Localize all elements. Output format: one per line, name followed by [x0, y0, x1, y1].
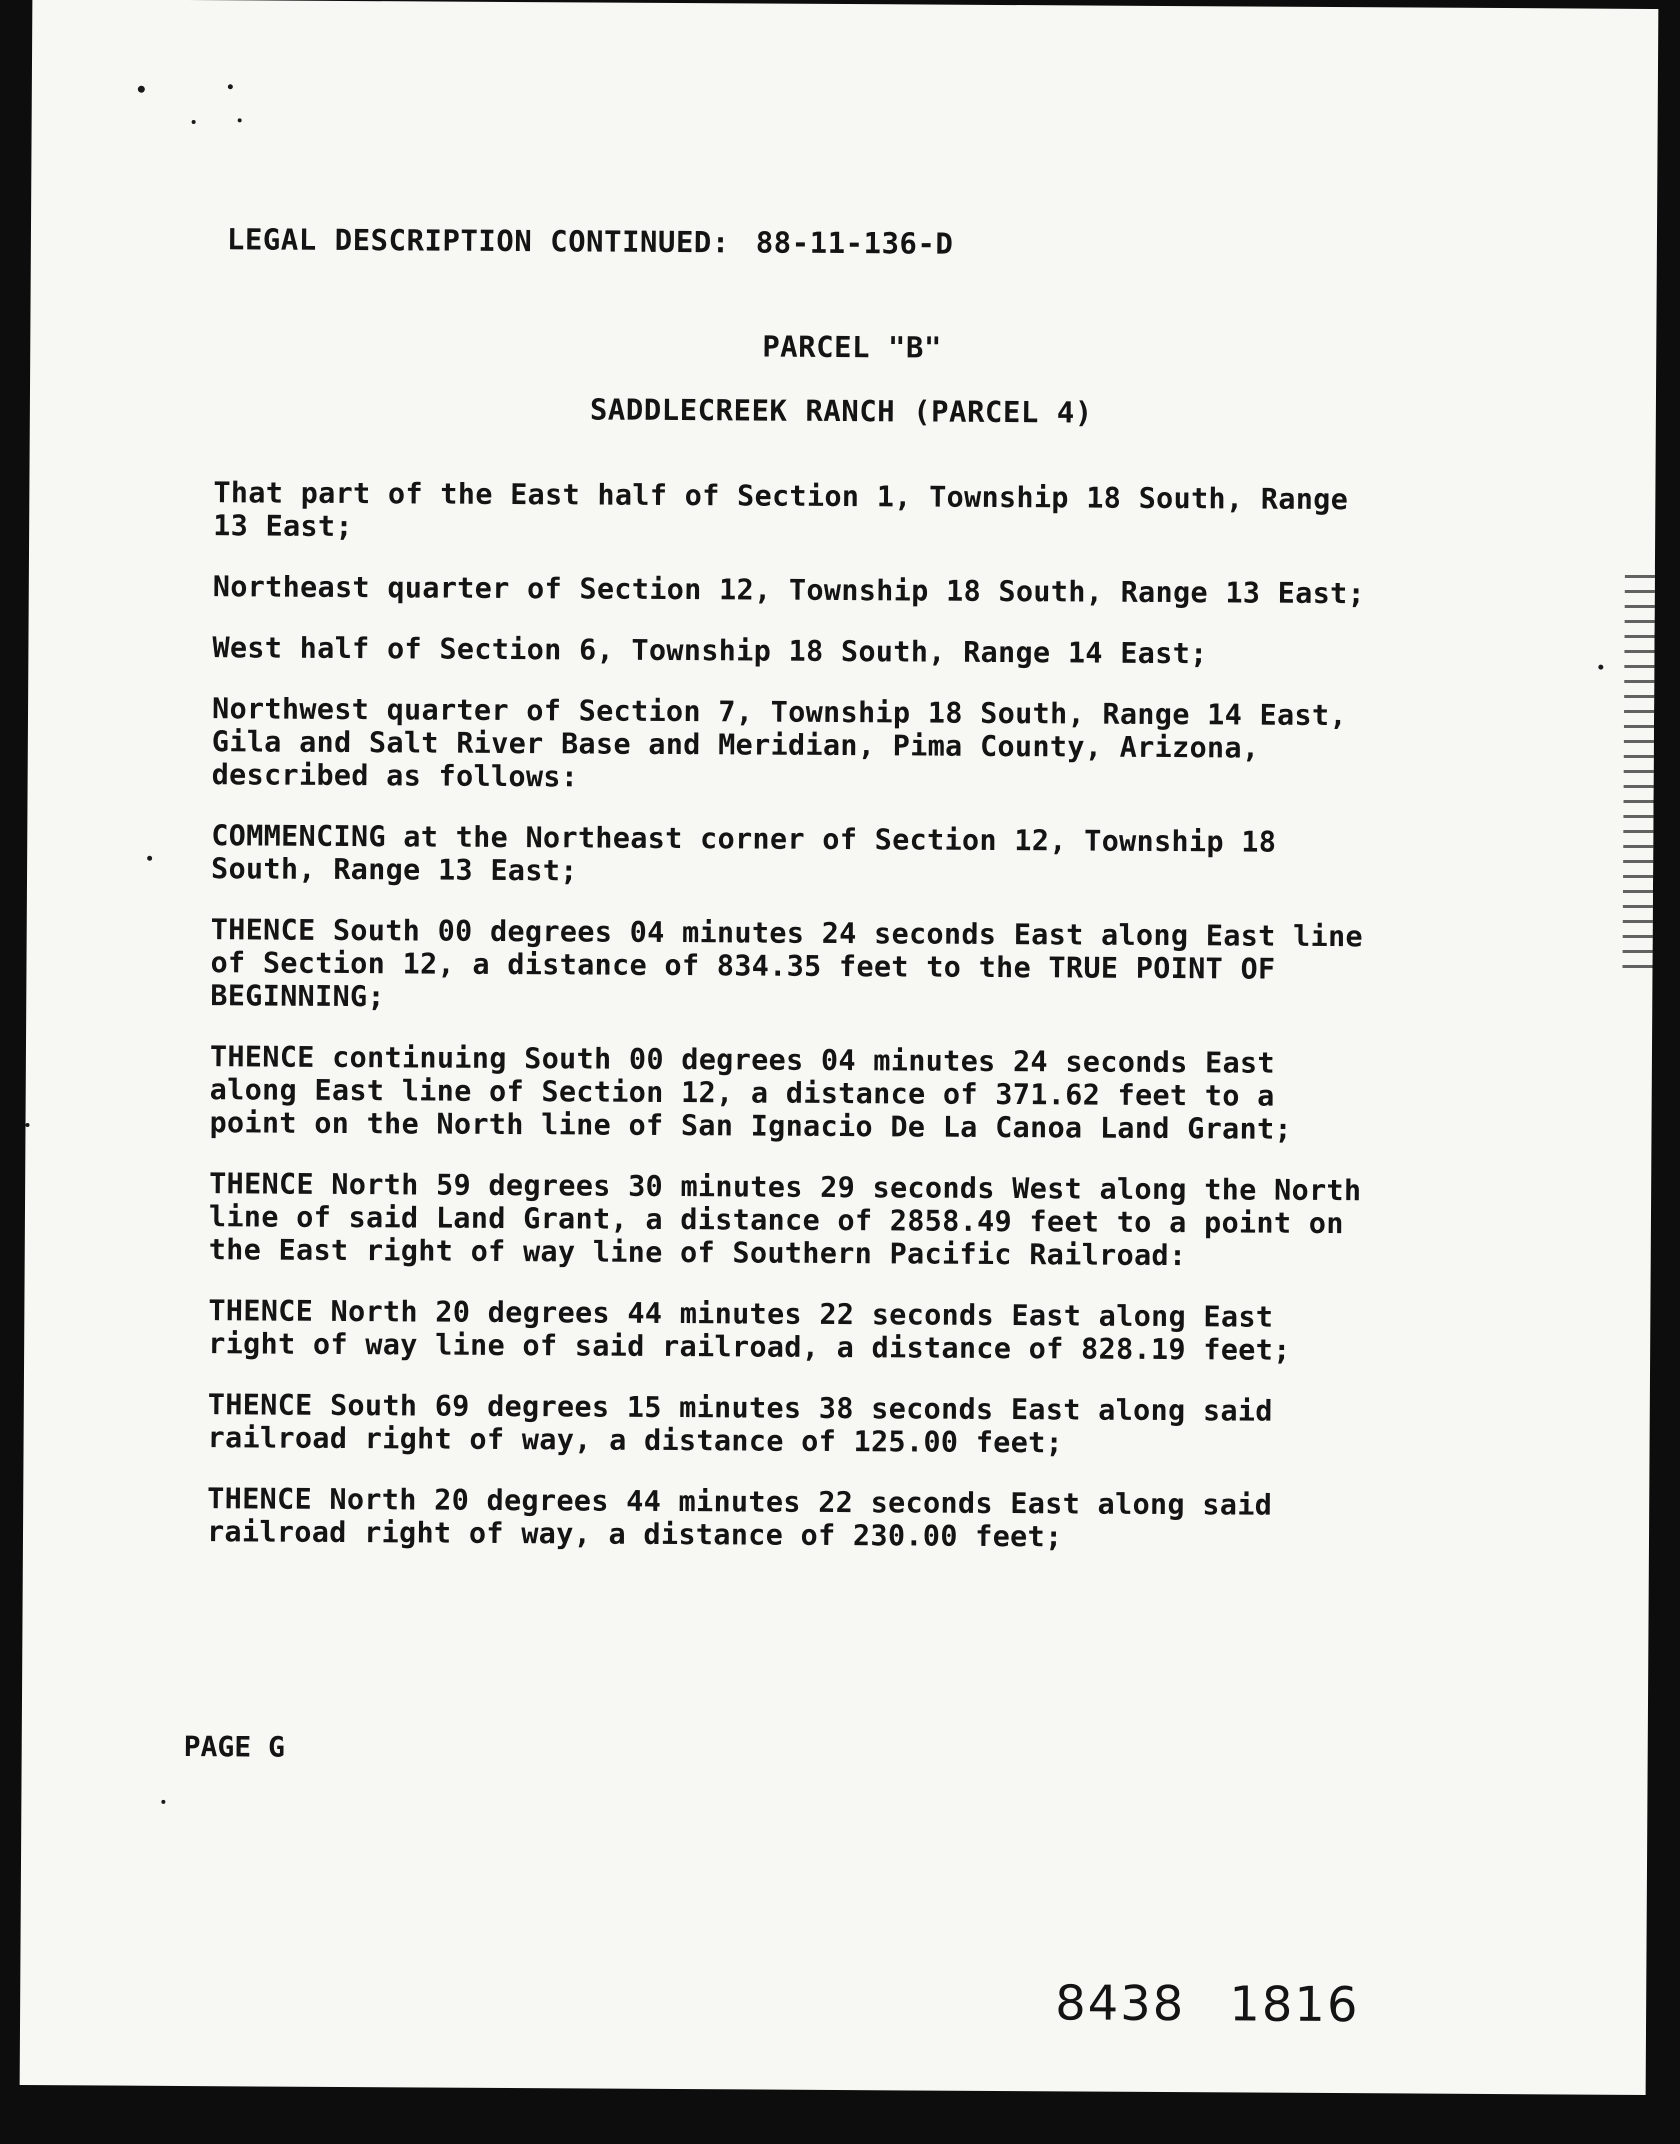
scan-edge-noise	[1622, 569, 1654, 969]
legal-description-body	[207, 476, 1514, 1584]
paragraph-right-of-way-3: THENCE North 20 degrees 44 minutes 22 seconds East along said railroad right of way, a distance of 230.00 feet;	[206, 1482, 1273, 1554]
scan-speck	[228, 84, 233, 89]
paragraph-right-of-way-1: THENCE North 20 degrees 44 minutes 22 seconds East along East right of way line of said railroad, a distance of 828.19 feet;	[208, 1294, 1291, 1367]
scan-speck	[161, 1800, 165, 1804]
legal-description-header	[227, 222, 954, 260]
scan-speck	[192, 120, 196, 124]
document-page	[20, 0, 1659, 2095]
paragraph-land-grant: THENCE continuing South 00 degrees 04 minutes 24 seconds East along East line of Section 12, a distance of 371.62 feet to a point on the North line of San Ignacio De La Canoa Land Grant;	[209, 1040, 1293, 1146]
scan-speck	[147, 856, 152, 861]
stamp-number-left: 8438	[1054, 1975, 1186, 2033]
ranch-title: SADDLECREEK RANCH (PARCEL 4)	[589, 392, 1093, 430]
parcel-title: PARCEL "B"	[762, 329, 942, 365]
scan-speck	[138, 86, 145, 93]
stamp-number-right: 1816	[1229, 1976, 1360, 2034]
paragraph-section-1: That part of the East half of Section 1, Township 18 South, Range 13 East;	[213, 476, 1349, 544]
paragraph-right-of-way-2: THENCE South 69 degrees 15 minutes 38 seconds East along said railroad right of way, a distance of 125.00 feet;	[207, 1388, 1273, 1460]
paragraph-railroad-line: THENCE North 59 degrees 30 minutes 29 seconds West along the North line of said Land Grant, a distance of 2858.49 feet to a point on the East right of way line of Southern Pacific Railroad:	[208, 1167, 1362, 1273]
paragraph-true-point: THENCE South 00 degrees 04 minutes 24 seconds East along East line of Section 12, a distance of 834.35 feet to the TRUE POINT OF BEGINNING;	[210, 913, 1364, 1014]
scan-speck	[25, 1123, 29, 1127]
document-stamp-number	[1055, 1975, 1360, 2033]
scan-speck	[238, 118, 242, 122]
scan-speck	[1598, 665, 1603, 670]
paragraph-section-7: Northwest quarter of Section 7, Township 18 South, Range 14 East, Gila and Salt River Base and Meridian, Pima County, Arizona, described as follows:	[211, 692, 1347, 794]
header-label: LEGAL DESCRIPTION CONTINUED:	[226, 222, 730, 260]
document-code: 88-11-136-D	[755, 225, 954, 261]
page-label: PAGE G	[183, 1730, 285, 1764]
paragraph-section-12: Northeast quarter of Section 12, Township 18 South, Range 13 East;	[212, 570, 1366, 611]
paragraph-commencing: COMMENCING at the Northeast corner of Section 12, Township 18 South, Range 13 East;	[210, 819, 1277, 888]
paragraph-section-6: West half of Section 6, Township 18 South, Range 14 East;	[212, 631, 1208, 671]
